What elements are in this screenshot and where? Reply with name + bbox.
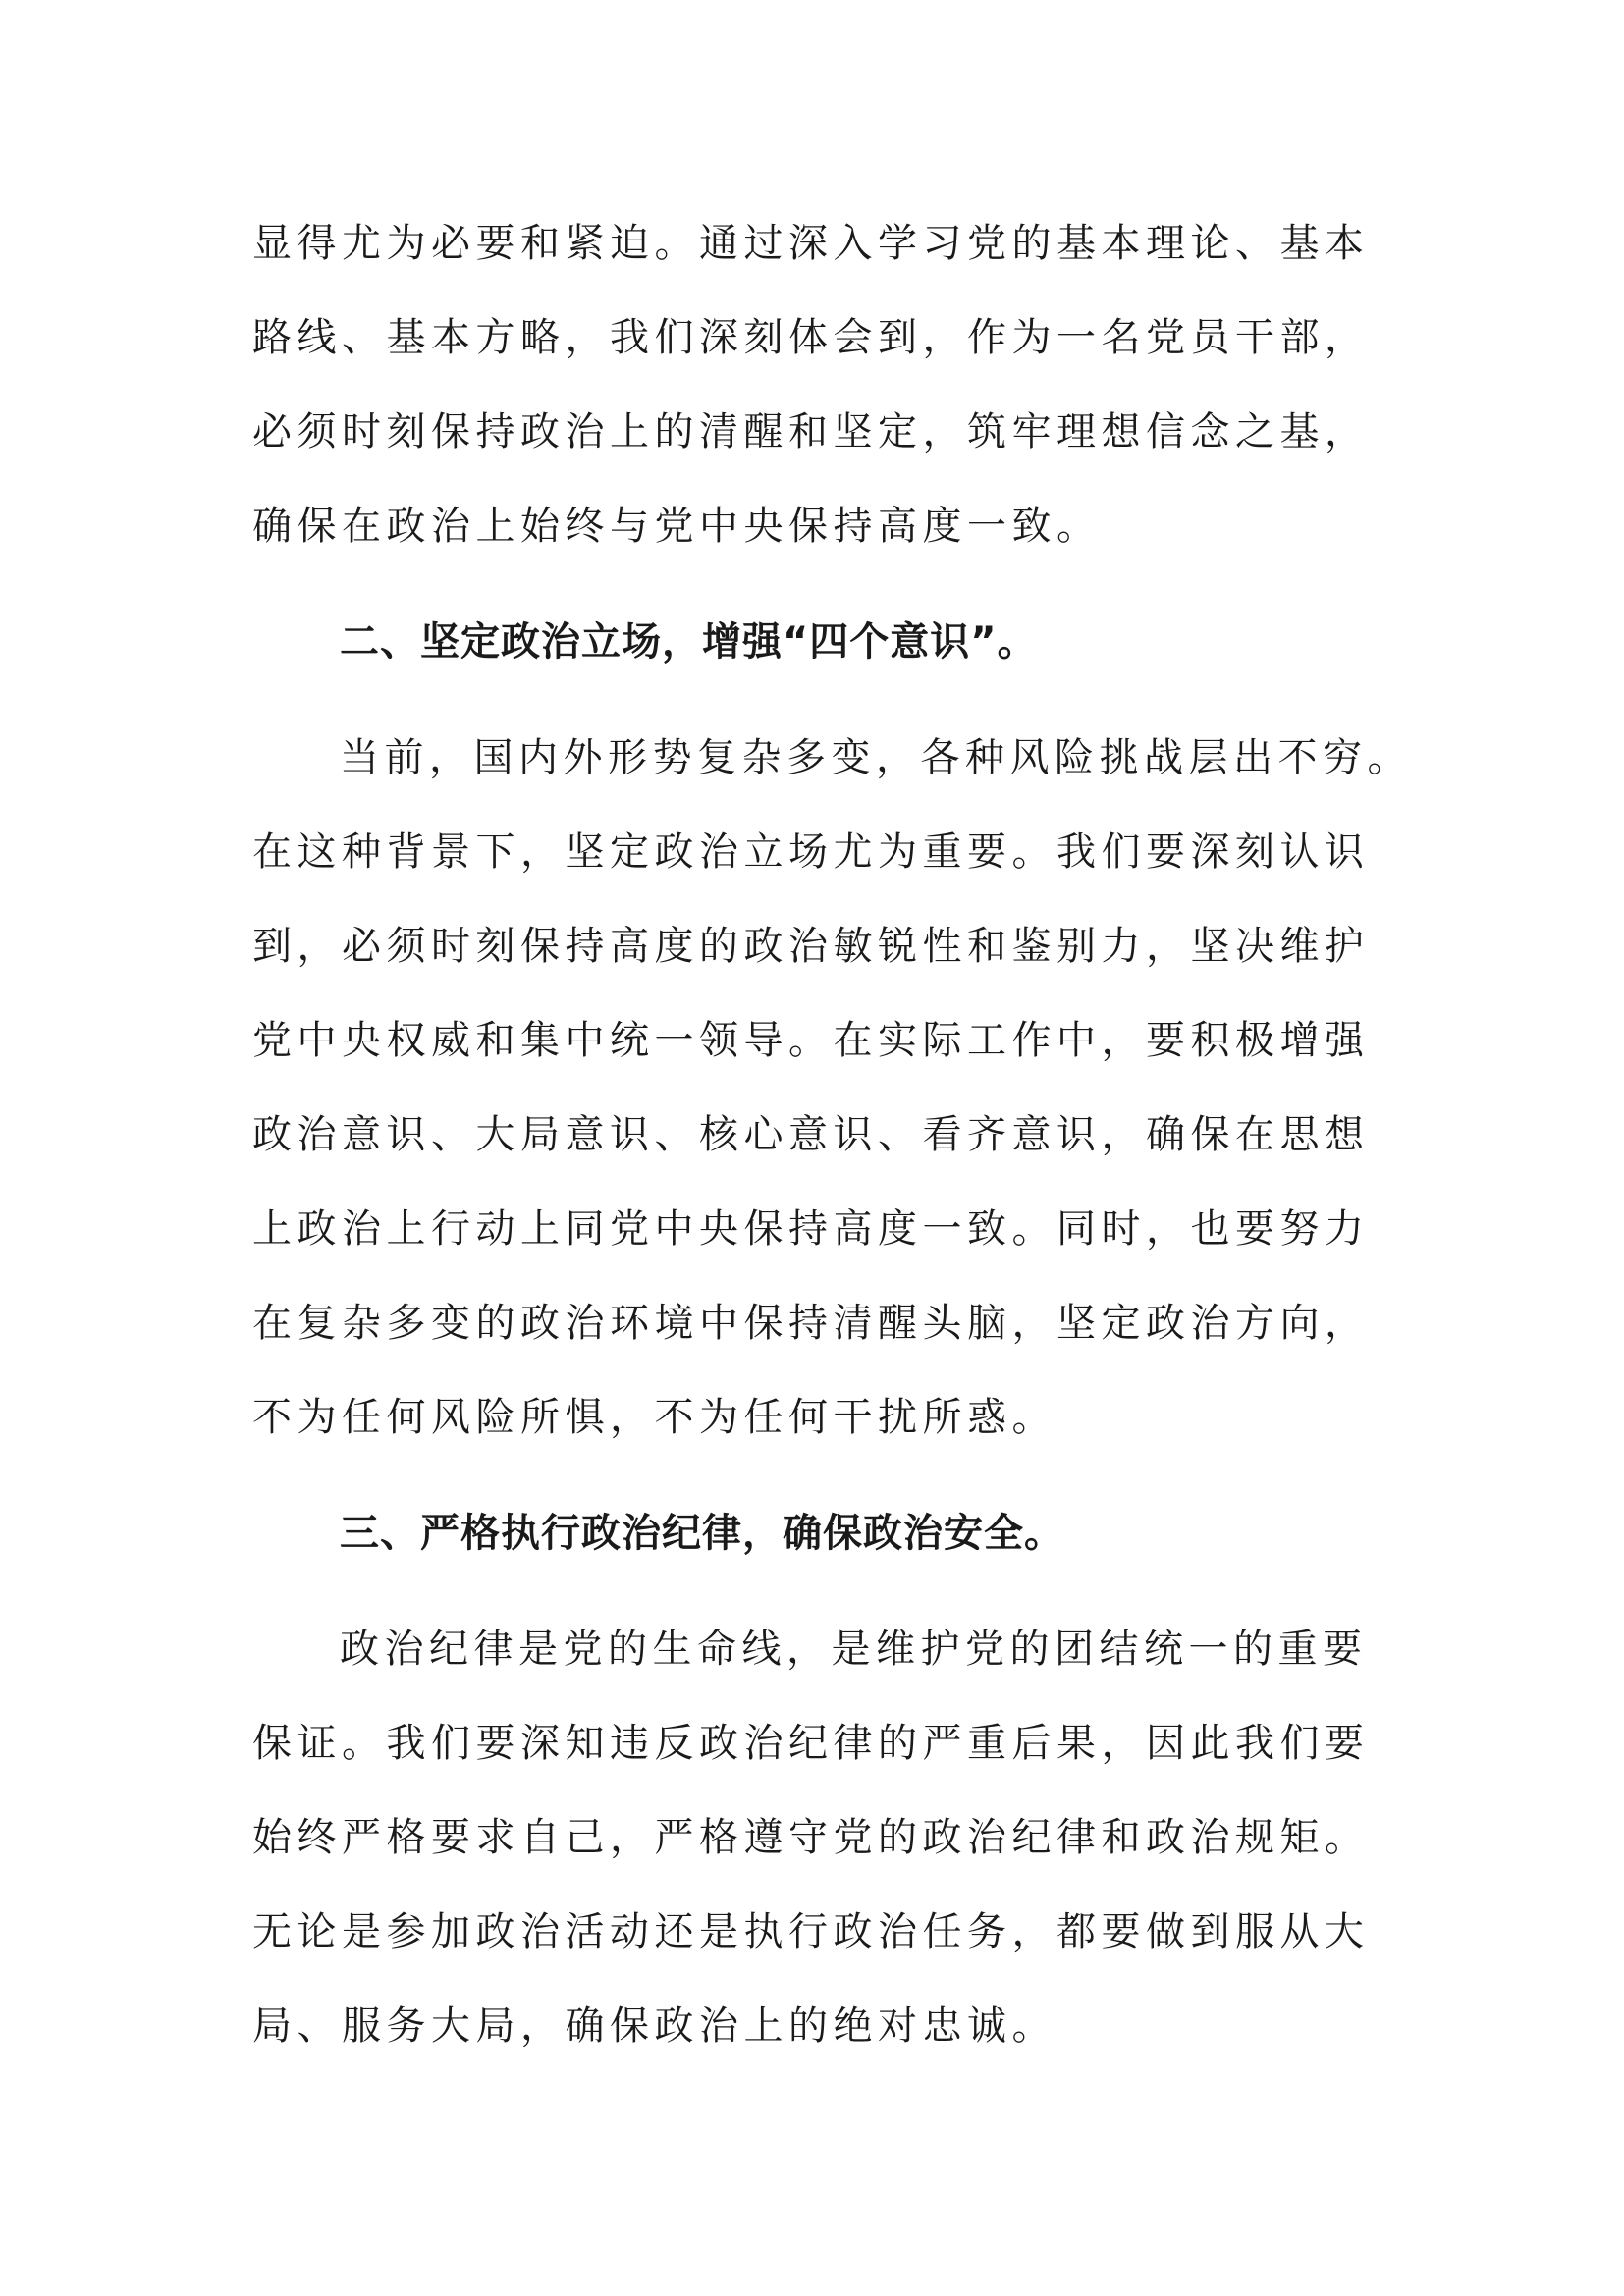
paragraph-spacer (252, 573, 1391, 595)
text-line: 在这种背景下，坚定政治立场尤为重要。我们要深刻认识 (252, 829, 1370, 875)
paragraph-spacer (252, 1580, 1391, 1602)
paragraph-spacer (252, 1465, 1391, 1486)
text-line: 必须时刻保持政治上的清醒和坚定，筑牢理想信念之基， (252, 409, 1370, 454)
section-heading-2: 二、坚定政治立场，增强“四个意识”。 (340, 619, 1038, 665)
document-body (252, 196, 1412, 2073)
paragraph-section-2 (252, 711, 1412, 1465)
section-heading-3: 三、严格执行政治纪律，确保政治安全。 (340, 1511, 1064, 1556)
paragraph-spacer (252, 689, 1391, 711)
text-line: 显得尤为必要和紧迫。通过深入学习党的基本理论、基本 (252, 221, 1370, 266)
paragraph-intro (252, 196, 1391, 573)
text-line: 始终严格要求自己，严格遵守党的政治纪律和政治规矩。 (252, 1815, 1370, 1860)
text-line: 在复杂多变的政治环境中保持清醒头脑，坚定政治方向， (252, 1301, 1370, 1346)
text-line: 政治意识、大局意识、核心意识、看齐意识，确保在思想 (252, 1112, 1370, 1157)
text-line: 当前，国内外形势复杂多变，各种风险挑战层出不穷。 (340, 735, 1412, 780)
text-line: 党中央权威和集中统一领导。在实际工作中，要积极增强 (252, 1018, 1370, 1063)
paragraph-section-3 (252, 1602, 1391, 2073)
text-line: 无论是参加政治活动还是执行政治任务，都要做到服从大 (252, 1909, 1370, 1954)
text-line: 局、服务大局，确保政治上的绝对忠诚。 (252, 2003, 1056, 2049)
text-line: 路线、基本方略，我们深刻体会到，作为一名党员干部， (252, 315, 1370, 360)
text-line: 保证。我们要深知违反政治纪律的严重后果，因此我们要 (252, 1721, 1370, 1766)
text-line: 政治纪律是党的生命线，是维护党的团结统一的重要 (340, 1627, 1368, 1672)
text-line: 不为任何风险所惧，不为任何干扰所惑。 (252, 1395, 1056, 1440)
text-line: 确保在政治上始终与党中央保持高度一致。 (252, 504, 1102, 549)
text-line: 上政治上行动上同党中央保持高度一致。同时，也要努力 (252, 1206, 1370, 1252)
text-line: 到，必须时刻保持高度的政治敏锐性和鉴别力，坚决维护 (252, 924, 1370, 969)
